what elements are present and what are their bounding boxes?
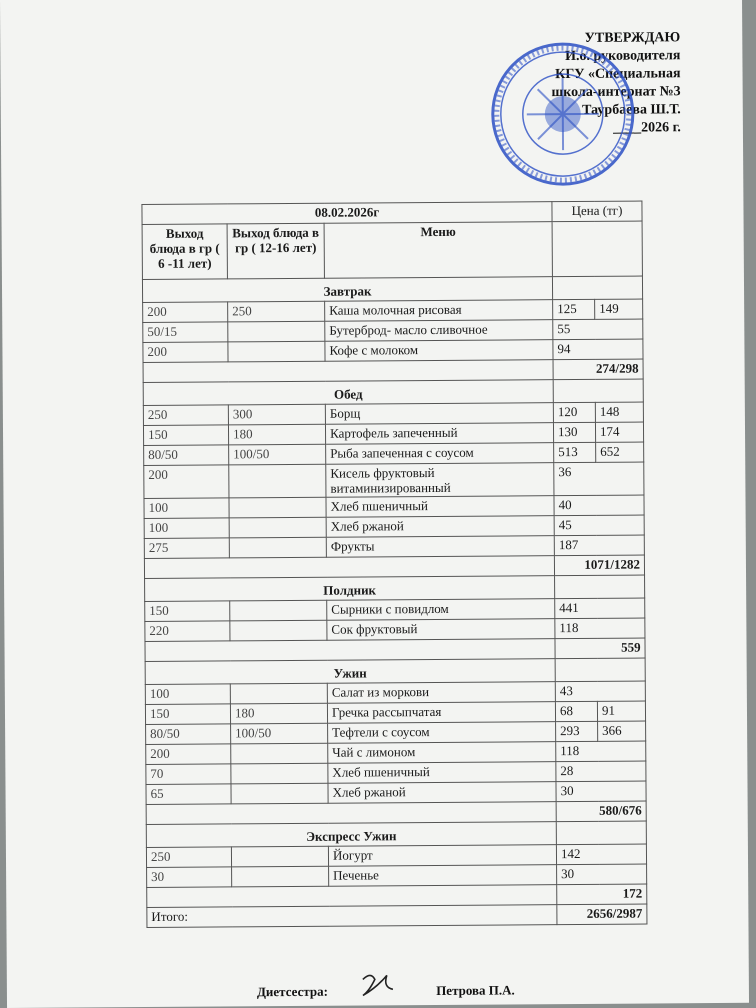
price-older: 174 [595, 422, 643, 442]
portion-older [230, 620, 327, 641]
portion-older: 250 [228, 301, 325, 322]
portion-older [231, 846, 328, 867]
section-header-lunch [143, 379, 643, 405]
approval-title: УТВЕРЖДАЮ [584, 30, 681, 46]
grand-total-label: Итого: [147, 905, 557, 928]
dish-name: Сырники с повидлом [327, 599, 555, 621]
portion-older [232, 866, 329, 887]
portion-older [228, 321, 325, 342]
signature-line [257, 982, 515, 1000]
dish-name: Салат из моркови [327, 682, 555, 704]
approval-signer: Таурбаева Ш.Т. [582, 102, 681, 118]
dish-name: Кофе с молоком [325, 340, 553, 362]
menu-table [141, 201, 647, 928]
portion-older [231, 763, 328, 784]
col-older-header: Выход блюда в гр ( 12-16 лет) [227, 223, 324, 279]
portion-young: 80/50 [146, 724, 231, 745]
dish-name: Борщ [325, 403, 553, 425]
portion-older: 180 [228, 424, 325, 445]
section-title: Ужин [145, 659, 555, 685]
section-title: Полдник [145, 576, 555, 602]
dish-name: Йогурт [328, 845, 556, 867]
portion-young: 220 [145, 621, 230, 642]
portion-young: 250 [143, 405, 228, 426]
col-menu-header: Меню [324, 222, 552, 279]
portion-older [230, 683, 327, 704]
portion-older [229, 517, 326, 538]
price: 118 [555, 618, 645, 639]
price-young: 130 [553, 422, 595, 442]
price: 94 [553, 339, 643, 360]
price-young: 68 [555, 701, 597, 721]
portion-older [229, 497, 326, 518]
dish-name: Хлеб ржаной [326, 516, 554, 538]
price-young: 293 [556, 721, 598, 741]
portion-young: 30 [147, 867, 232, 888]
portion-older: 100/50 [231, 723, 328, 744]
dish-name: Картофель запеченный [325, 423, 553, 445]
portion-young: 200 [146, 744, 231, 765]
price: 30 [557, 864, 647, 885]
portion-young: 50/15 [143, 322, 228, 343]
portion-young: 200 [143, 342, 228, 363]
price-older: 148 [595, 402, 643, 422]
portion-older [229, 537, 326, 558]
price: 36 [554, 462, 644, 496]
price: 45 [554, 515, 644, 536]
dish-name: Каша молочная рисовая [325, 300, 553, 322]
dish-name: Тефтели с соусом [328, 722, 556, 744]
dish-name: Бутерброд- масло сливочное [325, 320, 553, 342]
menu-date: 08.02.2026г [142, 202, 552, 225]
dish-name: Гречка рассыпчатая [327, 702, 555, 724]
menu-item-row [144, 462, 644, 498]
dish-name: Чай с лимоном [328, 742, 556, 764]
price: 28 [556, 761, 646, 782]
dish-name: Кисель фруктовый витаминизированный [326, 463, 554, 498]
portion-young: 150 [145, 601, 230, 622]
dish-name: Печенье [329, 865, 557, 887]
dish-name: Сок фруктовый [327, 619, 555, 641]
col-young-header: Выход блюда в гр ( 6 -11 лет) [142, 224, 227, 280]
price-young: 125 [553, 299, 595, 319]
portion-young: 100 [144, 518, 229, 539]
section-total: 172 [557, 884, 647, 905]
portion-young: 150 [145, 704, 230, 725]
dish-name: Хлеб пшеничный [326, 496, 554, 518]
price: 142 [556, 844, 646, 865]
grand-total-row [147, 904, 647, 927]
portion-young: 200 [144, 465, 229, 499]
portion-young: 275 [144, 538, 229, 559]
dish-name: Рыба запеченная с соусом [326, 443, 554, 465]
portion-older: 180 [230, 703, 327, 724]
section-header-breakfast [142, 276, 642, 302]
price: 118 [556, 741, 646, 762]
price-older: 91 [597, 701, 645, 721]
dish-name: Хлеб ржаной [328, 782, 556, 804]
section-header-dinner [145, 658, 645, 684]
section-title: Обед [143, 380, 553, 406]
section-title: Завтрак [142, 277, 552, 303]
portion-young: 70 [146, 764, 231, 785]
portion-older: 100/50 [229, 444, 326, 465]
price-header: Цена (тг) [552, 201, 642, 222]
section-total: 559 [555, 638, 645, 659]
portion-young: 200 [143, 302, 228, 323]
portion-young: 80/50 [144, 445, 229, 466]
section-total: 580/676 [556, 801, 646, 822]
portion-young: 250 [146, 847, 231, 868]
approval-org: КГУ «Специальная [555, 66, 681, 83]
price-older: 149 [595, 299, 643, 319]
official-seal-stamp [488, 40, 637, 189]
price: 441 [555, 598, 645, 619]
grand-total-value: 2656/2987 [557, 904, 647, 925]
price: 187 [554, 535, 644, 556]
approval-school: школа-интернат №3 [551, 84, 681, 101]
section-total: 274/298 [553, 359, 643, 380]
price: 40 [554, 495, 644, 516]
price-older: 366 [598, 721, 646, 741]
column-header-row [142, 221, 642, 279]
portion-older [229, 464, 326, 498]
section-title: Экспресс Ужин [146, 822, 556, 848]
portion-older [231, 783, 328, 804]
approval-position: И.о. руководителя [565, 48, 681, 65]
section-header-express [146, 821, 646, 847]
price: 30 [556, 781, 646, 802]
dish-name: Фрукты [326, 536, 554, 558]
portion-older [230, 600, 327, 621]
section-total: 1071/1282 [554, 555, 644, 576]
portion-young: 100 [144, 498, 229, 519]
dish-name: Хлеб пшеничный [328, 762, 556, 784]
price: 55 [553, 319, 643, 340]
portion-older [231, 743, 328, 764]
approval-date: ____2026 г. [613, 120, 681, 136]
signature-name: Петрова П.А. [436, 982, 515, 998]
portion-young: 150 [143, 425, 228, 446]
price-young: 513 [554, 442, 596, 462]
portion-older: 300 [228, 404, 325, 425]
portion-older [228, 341, 325, 362]
section-header-snack [145, 575, 645, 601]
portion-young: 100 [145, 684, 230, 705]
portion-young: 65 [146, 784, 231, 805]
signature-role: Диетсестра: [256, 983, 328, 1000]
price: 43 [555, 681, 645, 702]
price-young: 120 [553, 402, 595, 422]
price-older: 652 [596, 442, 644, 462]
